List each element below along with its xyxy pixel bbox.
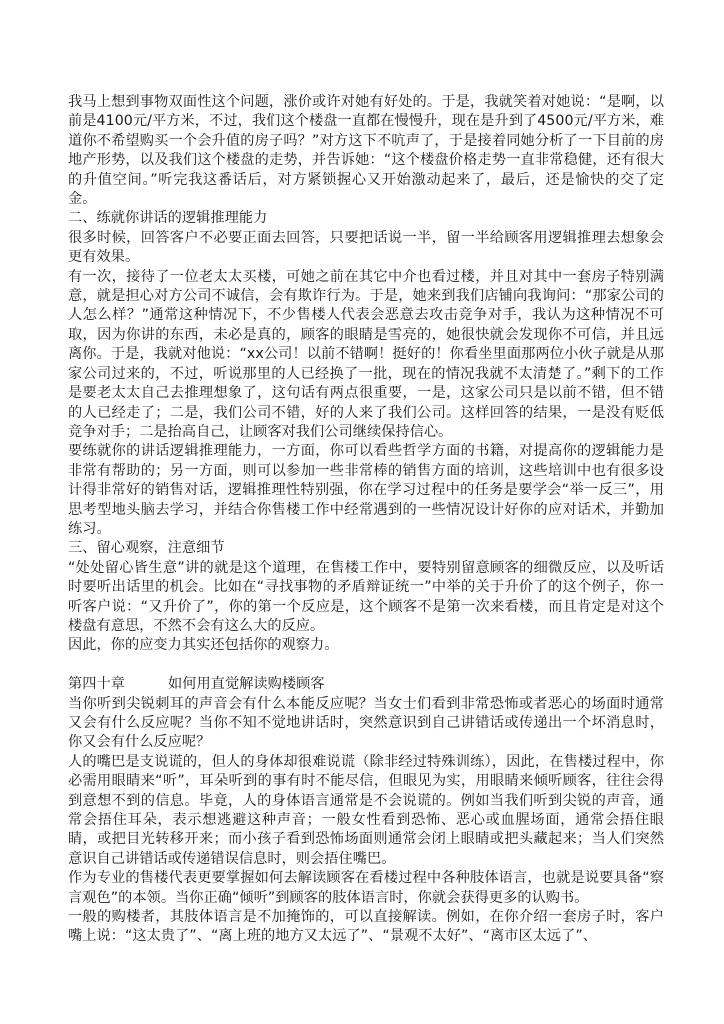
paragraph-logic-intro: 很多时候，回答客户不必要正面去回答，只要把话说一半，留一半给顾客用逻辑推理去想象会更有效果。 [68,229,664,266]
paragraph-body-language: 人的嘴巴是支说谎的，但人的身体却很难说谎（除非经过特殊训练），因此，在售楼过程中，你必需用眼睛来“听”，耳朵听到的事有时不能尽信，但眼见为实，用眼睛来倾听顾客，往往会得到意想不到的信息。毕竟，人的身体语言通常是不会说谎的。例如当我们听到尖锐的声音，通常会捂住耳朵，表示想逃避这种声音；一般女性看到恐怖、恶心或血腥场面，通常会捂住眼睛，或把目光转移开来；而小孩子看到恐怖场面则通常会闭上眼睛或把头藏起来；当人们突然意识自己讲错话或传递错误信息时，则会捂住嘴巴。 [68,753,664,867]
paragraph-read-customer: 作为专业的售楼代表更要掌握如何去解读顾客在看楼过程中各种肢体语言，也就是说要具备“察言观色”的本领。当你正确“倾听”到顾客的肢体语言时，你就会获得更多的认购书。 [68,870,664,906]
paragraph-instinct-question: 当你听到尖锐刺耳的声音会有什么本能反应呢？当女士们看到非常恐怖或者恶心的场面时通常又会有什么反应呢？当你不知不觉地讲话时，突然意识到自己讲错话或传递出一个坏消息时，你又会有什么反应呢？ [68,695,664,751]
paragraph-observe: “处处留心皆生意”讲的就是这个道理，在售楼工作中，要特别留意顾客的细微反应，以及听话时要听出话里的机会。比如在“寻找事物的矛盾辩证统一”中举的关于升价了的这个例子，你一听客户说：“又升价了”，你的第一个反应是，这个顾客不是第一次来看楼，而且肯定是对这个楼盘有意思，不然不会有这么大的反应。 [68,559,664,634]
paragraph-price-rise: 我马上想到事物双面性这个问题，涨价或许对她有好处的。于是，我就笑着对她说：“是啊，以前是4100元/平方米，不过，我们这个楼盘一直都在慢慢升，现在是升到了4500元/平方米，难道你不希望购买一个会升值的房子吗？”对方这下不吭声了，于是接着同她分析了一下目前的房地产形势，以及我们这个楼盘的走势，并告诉她：“这个楼盘价格走势一直非常稳健，还有很大的升值空间。”听完我这番话后，对方紧锁握心又开始激动起来了，最后，还是愉快的交了定金。 [68,94,664,208]
paragraph-old-lady-story: 有一次，接待了一位老太太买楼，可她之前在其它中介也看过楼，并且对其中一套房子特别满意，就是担心对方公司不诚信，会有欺诈行为。于是，她来到我们店铺向我询问：“那家公司的人怎么样？”通常这种情况下，不少售楼人代表会恶意去攻击竞争对手，我认为这种情况不可取，因为你讲的东西，未必是真的，顾客的眼睛是雪亮的，她很快就会发现你不可信，并且远离你。于是，我就对他说：“xx公司！以前不错啊！挺好的！你看坐里面那两位小伙子就是从那家公司过来的，不过，听说那里的人已经换了一批，现在的情况我就不太清楚了。”剩下的工作是要老太太自己去推理想象了，这句话有两点很重要，一是，这家公司只是以前不错，但不错的人已经走了；二是，我们公司不错，好的人来了我们公司。这样回答的结果，一是没有贬低竞争对手；二是抬高自己，让顾客对我们公司继续保持信心。 [68,268,664,440]
paragraph-logic-training: 要练就你的讲话逻辑推理能力，一方面，你可以看些哲学方面的书籍，对提高你的逻辑能力是非常有帮助的；另一方面，则可以参加一些非常棒的销售方面的培训，这些培训中也有很多设计得非常好的销售对话，逻辑推理性特别强，你在学习过程中的任务是要学会“举一反三”，用思考型地头脑去学习，并结合你售楼工作中经常遇到的一些情况设计好你的应对话术，并勤加练习。 [68,443,664,537]
section-heading-logic: 二、练就你讲话的逻辑推理能力 [68,210,268,227]
chapter-number: 第四十章 [68,676,125,693]
section-heading-observe: 三、留心观察，注意细节 [68,540,225,557]
blank-line [68,656,664,675]
paragraph-observe-conclusion: 因此，你的应变力其实还包括你的观察力。 [68,637,339,654]
chapter-title [68,675,664,694]
chapter-heading-text: 如何用直觉解读购楼顾客 [168,676,325,693]
paragraph-ordinary-buyer: 一般的购楼者，其肢体语言是不加掩饰的，可以直接解读。例如，在你介绍一套房子时，客户嘴上说：“这太贵了”、“离上班的地方又太远了”、“景观不太好”、“离市区太远了”、 [68,909,664,945]
